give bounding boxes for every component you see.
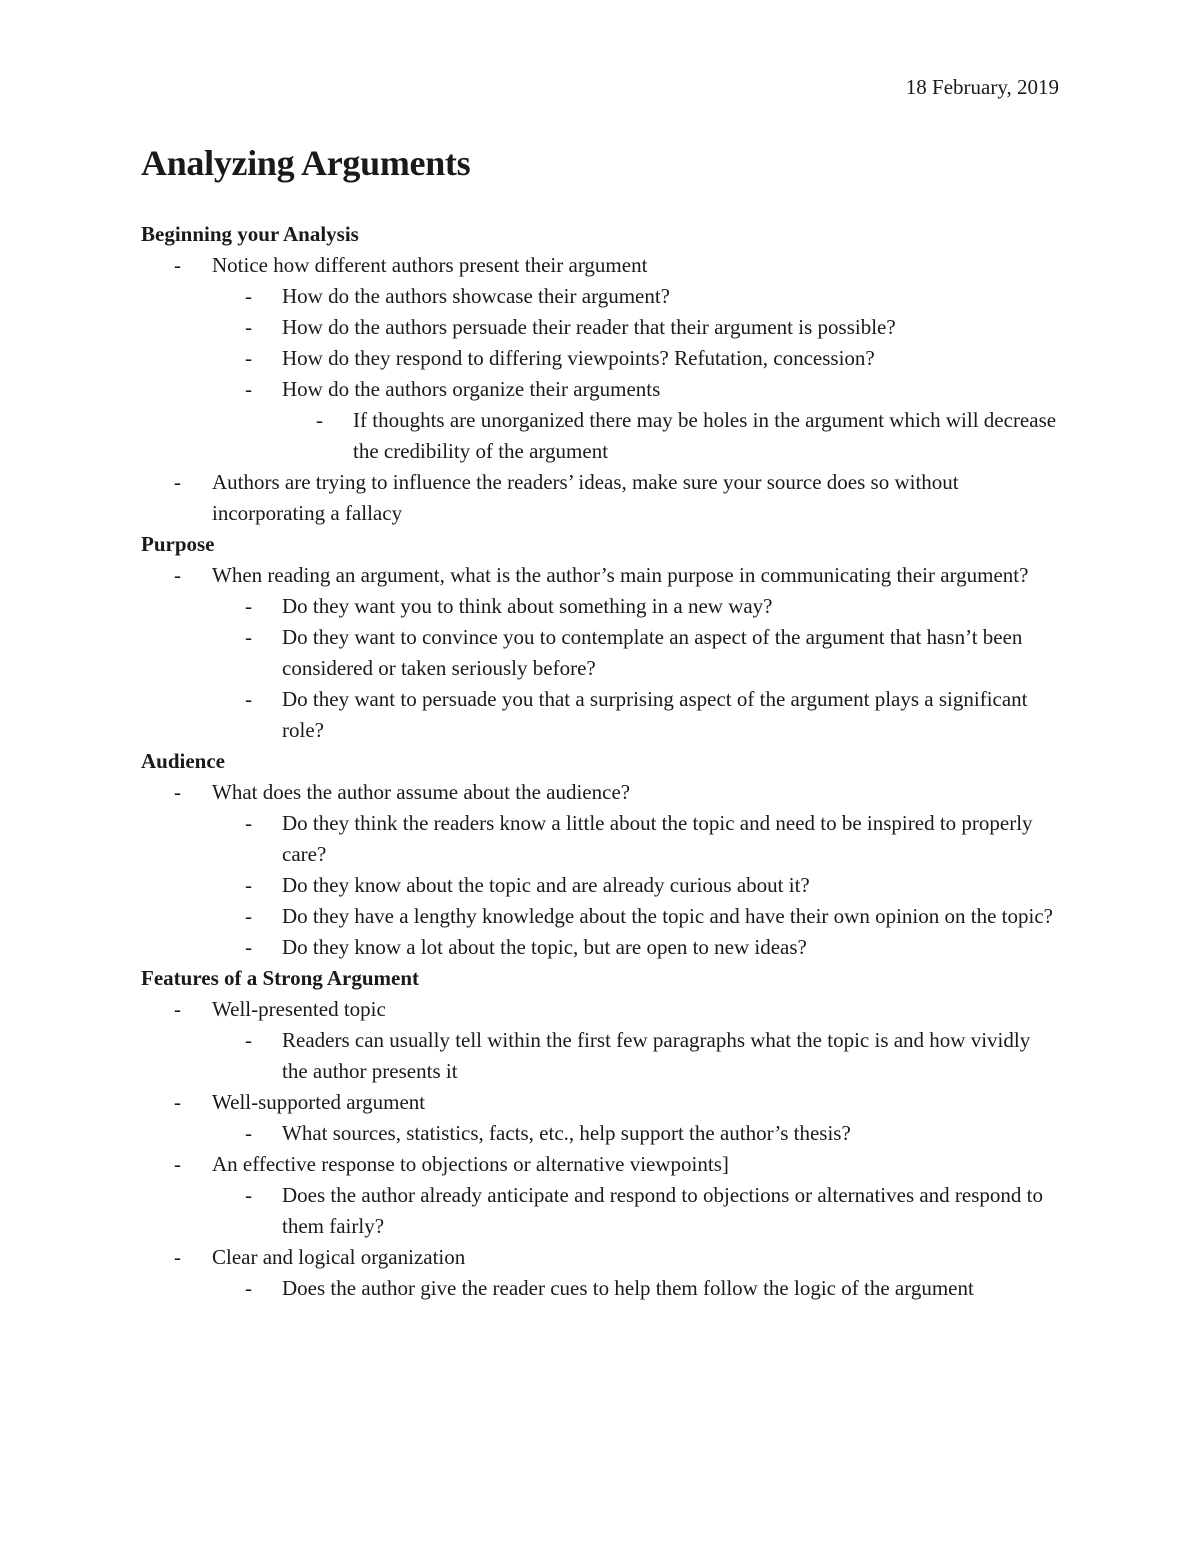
list-item <box>141 901 1061 932</box>
bullet-dash: - <box>245 594 252 618</box>
bullet-dash: - <box>245 1276 252 1300</box>
list-item <box>141 994 1061 1025</box>
bullet-dash: - <box>245 811 252 835</box>
list-item-text: If thoughts are unorganized there may be holes in the argument which will decrease the credibility of the argument <box>353 408 1057 463</box>
list-item <box>141 808 1061 870</box>
list-item <box>141 932 1061 963</box>
bullet-dash: - <box>245 904 252 928</box>
section-heading: Audience <box>141 749 225 773</box>
list-item-text: How do the authors persuade their reader that their argument is possible? <box>282 315 896 339</box>
bullet-dash: - <box>174 253 181 277</box>
list-item-text: An effective response to objections or alternative viewpoints] <box>212 1152 729 1176</box>
bullet-dash: - <box>174 780 181 804</box>
list-item-text: Do they want to persuade you that a surprising aspect of the argument plays a significant role? <box>282 687 1028 742</box>
bullet-dash: - <box>245 1121 252 1145</box>
list-item-text: Do they want to convince you to contemplate an aspect of the argument that hasn’t been considered or taken seriously before? <box>282 625 1023 680</box>
list-item-text: Does the author give the reader cues to help them follow the logic of the argument <box>282 1276 974 1300</box>
list-item-text: Well-presented topic <box>212 997 386 1021</box>
section-heading: Purpose <box>141 532 215 556</box>
list-item <box>141 405 1061 467</box>
list-item <box>141 281 1061 312</box>
bullet-dash: - <box>245 687 252 711</box>
document-body <box>141 219 1061 1304</box>
bullet-dash: - <box>174 470 181 494</box>
list-item <box>141 467 1061 529</box>
list-item <box>141 1273 1061 1304</box>
list-item-text: How do the authors showcase their argument? <box>282 284 671 308</box>
list-item-text: Authors are trying to influence the readers’ ideas, make sure your source does so without incorporating a fallacy <box>212 470 959 525</box>
bullet-dash: - <box>245 284 252 308</box>
list-item-text: When reading an argument, what is the author’s main purpose in communicating their argument? <box>212 563 1029 587</box>
bullet-dash: - <box>174 1245 181 1269</box>
bullet-dash: - <box>245 377 252 401</box>
list-item <box>141 1025 1061 1087</box>
list-item <box>141 1087 1061 1118</box>
list-item-text: What sources, statistics, facts, etc., help support the author’s thesis? <box>282 1121 851 1145</box>
bullet-dash: - <box>316 408 323 432</box>
list-item <box>141 591 1061 622</box>
list-item <box>141 777 1061 808</box>
bullet-dash: - <box>245 315 252 339</box>
list-item <box>141 374 1061 405</box>
bullet-dash: - <box>245 1028 252 1052</box>
list-item <box>141 1118 1061 1149</box>
bullet-dash: - <box>245 935 252 959</box>
list-item <box>141 250 1061 281</box>
list-item-text: Notice how different authors present their argument <box>212 253 648 277</box>
list-item-text: Clear and logical organization <box>212 1245 466 1269</box>
document-date: 18 February, 2019 <box>905 75 1059 99</box>
bullet-dash: - <box>174 563 181 587</box>
bullet-dash: - <box>174 1090 181 1114</box>
bullet-dash: - <box>245 625 252 649</box>
list-item <box>141 1180 1061 1242</box>
list-item <box>141 312 1061 343</box>
bullet-dash: - <box>174 997 181 1021</box>
list-item-text: Readers can usually tell within the first few paragraphs what the topic is and how vividly the author presents it <box>282 1028 1031 1083</box>
list-item-text: How do the authors organize their arguments <box>282 377 661 401</box>
list-item <box>141 1149 1061 1180</box>
list-item-text: Do they think the readers know a little about the topic and need to be inspired to properly care? <box>282 811 1033 866</box>
list-item <box>141 343 1061 374</box>
bullet-dash: - <box>245 1183 252 1207</box>
bullet-dash: - <box>245 346 252 370</box>
section-heading: Features of a Strong Argument <box>141 966 420 990</box>
list-item-text: What does the author assume about the audience? <box>212 780 631 804</box>
list-item-text: Do they know a lot about the topic, but are open to new ideas? <box>282 935 807 959</box>
document-title: Analyzing Arguments <box>141 143 471 183</box>
list-item-text: Do they want you to think about something in a new way? <box>282 594 773 618</box>
list-item <box>141 684 1061 746</box>
list-item-text: Do they have a lengthy knowledge about the topic and have their own opinion on the topic? <box>282 904 1053 928</box>
list-item <box>141 622 1061 684</box>
bullet-dash: - <box>245 873 252 897</box>
list-item-text: How do they respond to differing viewpoints? Refutation, concession? <box>282 346 875 370</box>
list-item <box>141 560 1061 591</box>
list-item-text: Well-supported argument <box>212 1090 426 1114</box>
list-item <box>141 1242 1061 1273</box>
bullet-dash: - <box>174 1152 181 1176</box>
list-item <box>141 870 1061 901</box>
list-item-text: Does the author already anticipate and respond to objections or alternatives and respond to them fairly? <box>282 1183 1044 1238</box>
list-item-text: Do they know about the topic and are already curious about it? <box>282 873 810 897</box>
section-heading: Beginning your Analysis <box>141 222 359 246</box>
